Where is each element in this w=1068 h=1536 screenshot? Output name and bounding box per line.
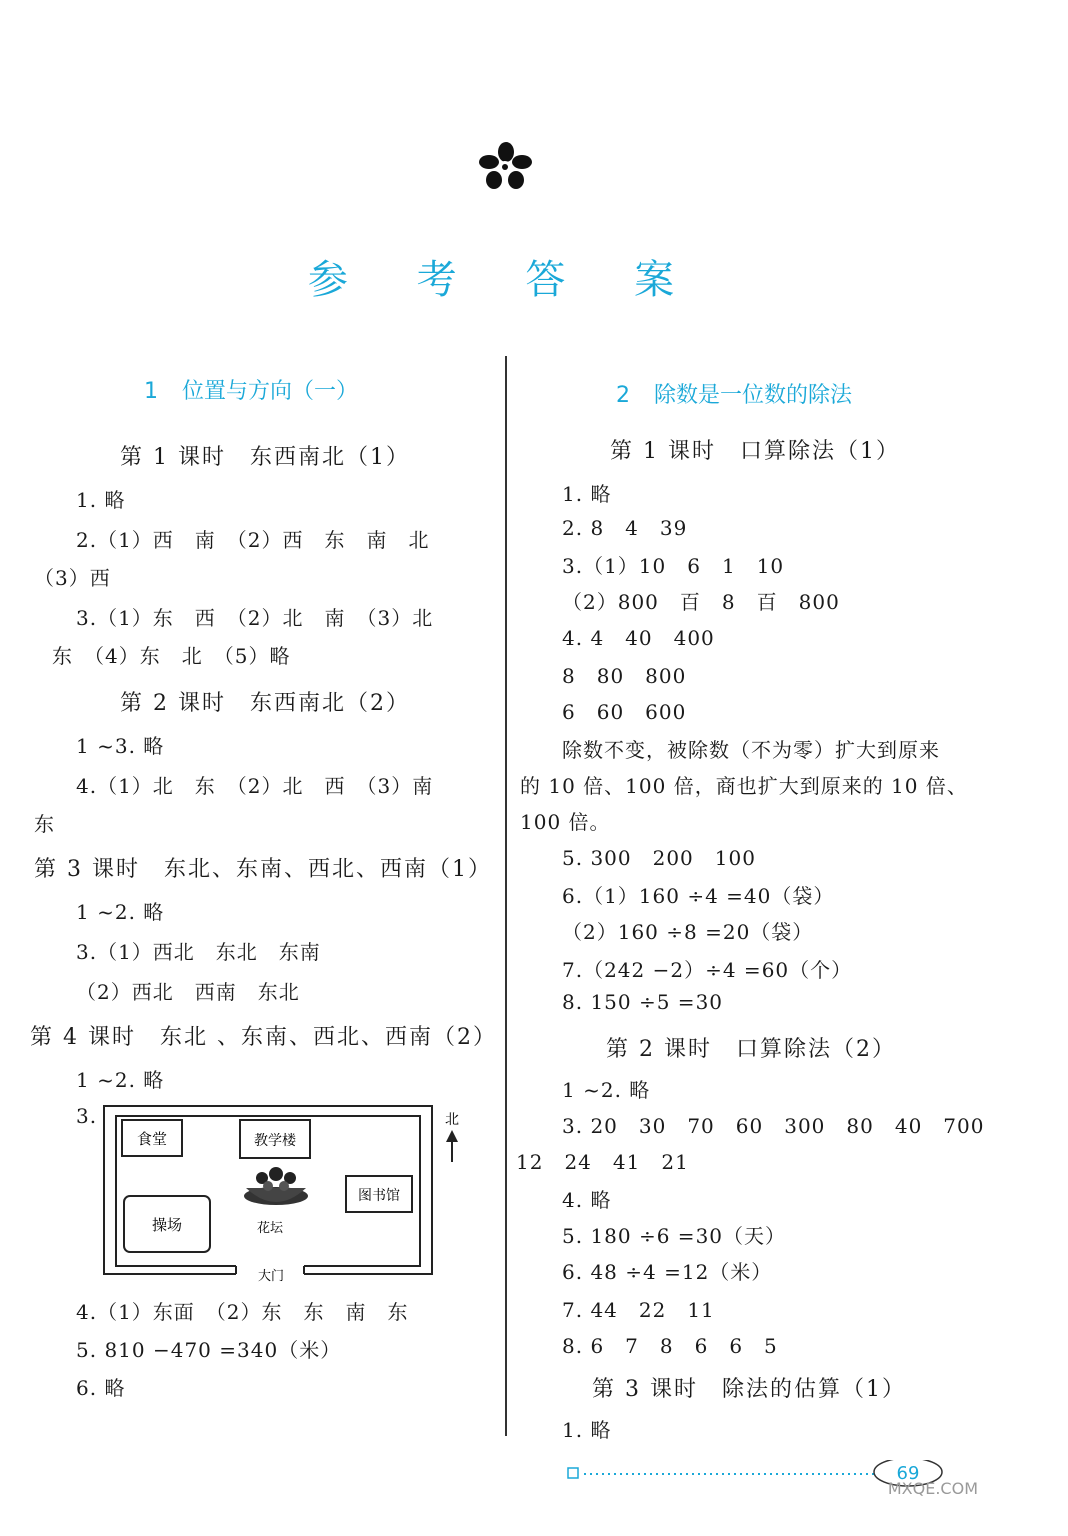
answer-line: 5. 300 200 100: [562, 846, 756, 870]
lesson-heading: 第 3 课时 除法的估算（1）: [592, 1377, 906, 1402]
answer-line: 3.（1）东 西 （2）北 南 （3）北: [76, 606, 434, 630]
answer-line: 8. 150 ÷5 =30: [562, 990, 724, 1014]
lesson-heading: 第 2 课时 口算除法（2）: [606, 1037, 896, 1062]
answer-line: 1 ~2. 略: [562, 1078, 651, 1102]
section-number: 1: [144, 379, 158, 404]
lesson-heading: 第 3 课时 东北、东南、西北、西南（1）: [34, 857, 492, 882]
answer-line: 3. 20 30 70 60 300 80 40 700: [562, 1114, 985, 1138]
answer-line: 东 （4）东 北 （5）略: [52, 644, 291, 668]
page-number: 69: [896, 1463, 920, 1484]
answer-line: 除数不变，被除数（不为零）扩大到原来: [562, 738, 940, 762]
flower-ornament-icon: [476, 140, 536, 192]
page-footer: [566, 1460, 986, 1500]
answer-line: 2. 8 4 39: [562, 516, 688, 540]
answer-line: 1. 略: [76, 488, 126, 512]
answer-line: （3）西: [34, 566, 111, 590]
watermark: MXQE.COM: [887, 1479, 978, 1498]
answer-line: 100 倍。: [520, 810, 611, 834]
north-label: 北: [445, 1112, 459, 1128]
section-heading-1: [144, 374, 358, 405]
answer-line: 3.（1）西北 东北 东南: [76, 940, 321, 964]
answer-line: 2.（1）西 南 （2）西 东 南 北: [76, 528, 430, 552]
answer-line: 1 ~3. 略: [76, 734, 165, 758]
section-title: 位置与方向（一）: [182, 379, 359, 404]
lesson-heading: 第 1 课时 口算除法（1）: [610, 439, 900, 464]
answer-line: 6. 48 ÷4 =12（米）: [562, 1260, 773, 1284]
flowerbed-label: 花坛: [256, 1221, 284, 1236]
answer-line: （2）160 ÷8 =20（袋）: [562, 920, 814, 944]
lesson-heading: 第 4 课时 东北 、东南、西北、西南（2）: [30, 1025, 497, 1050]
footer-square-icon: [568, 1468, 578, 1478]
answer-line: 8. 6 7 8 6 6 5: [562, 1334, 778, 1358]
lesson-heading: 第 1 课时 东西南北（1）: [120, 445, 410, 470]
answer-line: 12 24 41 21: [516, 1150, 689, 1174]
answer-line: 的 10 倍、100 倍，商也扩大到原来的 10 倍、: [520, 774, 968, 798]
answer-line: 6 60 600: [562, 700, 687, 724]
answer-line: 3.: [76, 1104, 98, 1128]
gate-label: 大门: [257, 1269, 285, 1284]
answer-line: 4. 略: [562, 1188, 612, 1212]
library-label: 图书馆: [358, 1188, 400, 1204]
answer-line: 8 80 800: [562, 664, 687, 688]
answer-line: 5. 810 −470 =340（米）: [76, 1338, 342, 1362]
section-number: 2: [616, 383, 630, 408]
page-title: 参 考 答 案: [307, 257, 703, 303]
canteen-label: 食堂: [136, 1130, 168, 1148]
answer-line: 4.（1）东面 （2）东 东 南 东: [76, 1300, 409, 1324]
playground-label: 操场: [151, 1216, 183, 1234]
answer-line: 1. 略: [562, 482, 612, 506]
answer-line: 4.（1）北 东 （2）北 西 （3）南: [76, 774, 434, 798]
campus-map-diagram: [96, 1098, 476, 1286]
lesson-heading: 第 2 课时 东西南北（2）: [120, 691, 410, 716]
answer-line: 6.（1）160 ÷4 =40（袋）: [562, 884, 835, 908]
answer-line: 4. 4 40 400: [562, 626, 715, 650]
answer-line: 1 ~2. 略: [76, 900, 165, 924]
flowerbed-icon: [244, 1167, 308, 1205]
answer-line: 6. 略: [76, 1376, 126, 1400]
section-heading-2: [616, 378, 852, 409]
answer-line: 1 ~2. 略: [76, 1068, 165, 1092]
answer-line: 7. 44 22 11: [562, 1298, 715, 1322]
answer-line: 3.（1）10 6 1 10: [562, 554, 785, 578]
column-divider: [505, 356, 507, 1436]
answer-line: （2）西北 西南 东北: [76, 980, 300, 1004]
answer-line: （2）800 百 8 百 800: [562, 590, 840, 614]
answer-line: 5. 180 ÷6 =30（天）: [562, 1224, 787, 1248]
section-title: 除数是一位数的除法: [654, 383, 853, 408]
north-arrow-icon: [446, 1130, 458, 1162]
teaching-building-label: 教学楼: [254, 1133, 296, 1149]
answer-line: 1. 略: [562, 1418, 612, 1442]
answer-line: 7.（242 −2）÷4 =60（个）: [562, 958, 853, 982]
answer-line: 东: [34, 812, 55, 836]
